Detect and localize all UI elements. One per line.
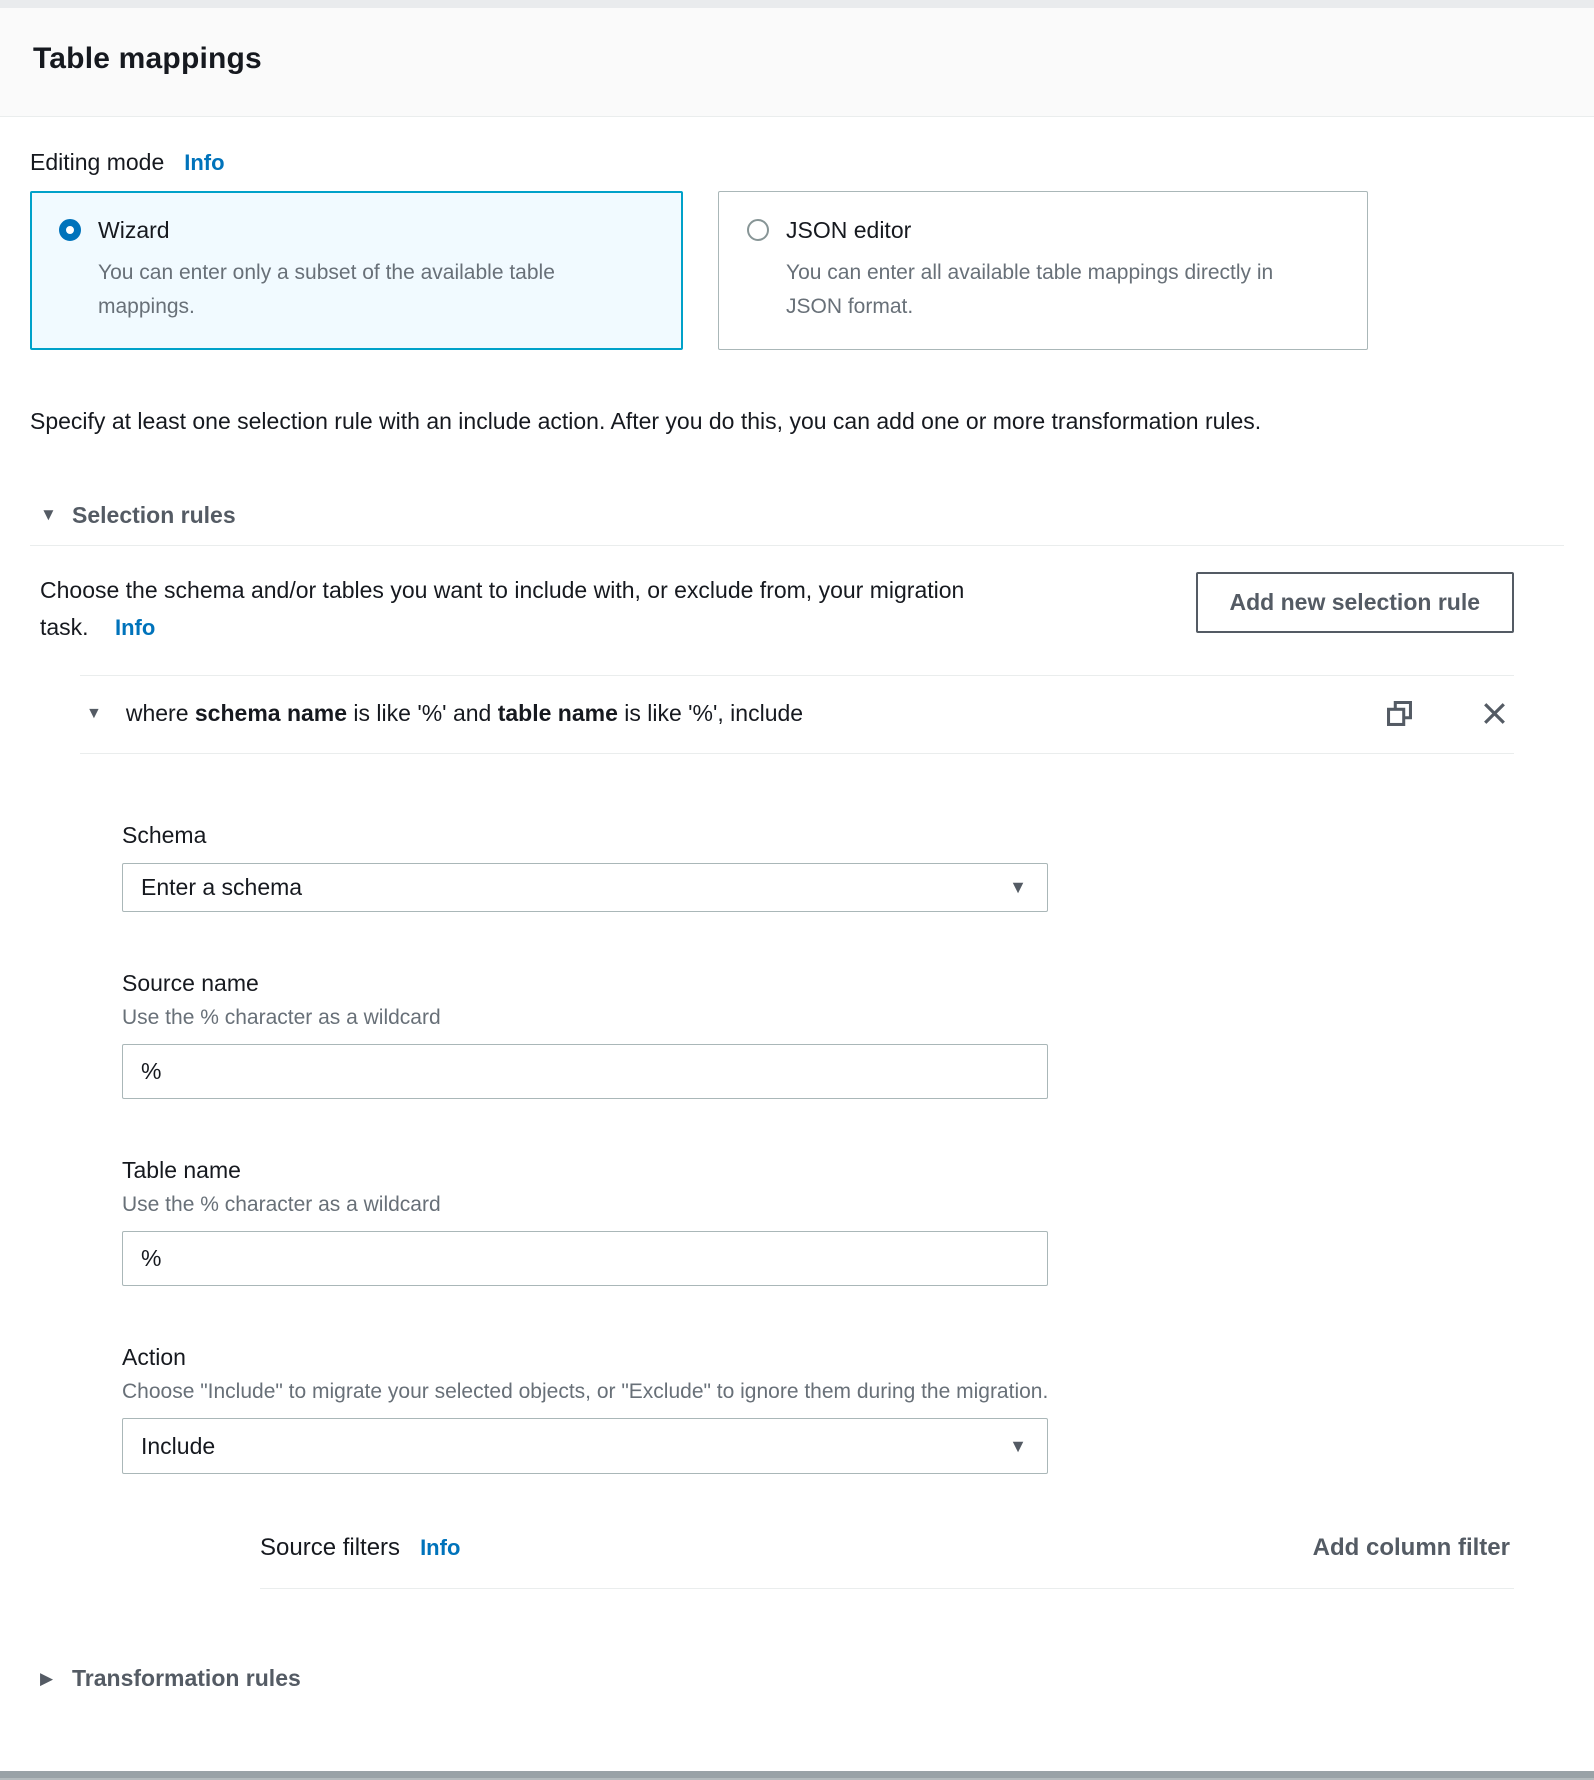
selection-rule-form	[80, 822, 1048, 1474]
action-label: Action	[122, 1344, 186, 1371]
action-field-group	[122, 1344, 1048, 1474]
source-name-field-group	[122, 970, 1048, 1099]
duplicate-rule-icon[interactable]	[1386, 700, 1413, 727]
selection-rule-actions	[1386, 700, 1508, 727]
editing-mode-row	[30, 149, 1564, 176]
close-icon[interactable]	[1481, 700, 1508, 727]
selection-rules-divider	[30, 545, 1564, 546]
wizard-option-description: You can enter only a subset of the available table mappings.	[98, 261, 555, 319]
selection-rules-description-row	[30, 572, 1564, 646]
schema-select[interactable]	[122, 863, 1048, 912]
source-filters-label: Source filters	[260, 1534, 401, 1562]
selection-rules-description	[30, 572, 975, 646]
source-name-constraint: Use the % character as a wildcard	[122, 1006, 441, 1030]
source-filters-divider	[260, 1588, 1514, 1589]
selection-rules-info-link[interactable]: Info	[114, 614, 156, 640]
wizard-option-card[interactable]	[30, 191, 683, 350]
table-mappings-content	[0, 149, 1594, 1692]
json-editor-radio-button[interactable]	[747, 219, 769, 241]
json-editor-text	[786, 217, 1306, 324]
selection-rules-title: Selection rules	[72, 501, 236, 528]
add-column-filter-button[interactable]: Add column filter	[1313, 1534, 1514, 1562]
table-name-constraint: Use the % character as a wildcard	[122, 1193, 441, 1217]
table-name-field-group	[122, 1157, 1048, 1286]
table-name-label: Table name	[122, 1157, 241, 1184]
rule-table-field: table name	[497, 700, 618, 727]
selection-rules-description-text: Choose the schema and/or tables you want to include with, or exclude from, your migration task.	[40, 576, 965, 640]
transformation-rules-title: Transformation rules	[72, 1665, 301, 1692]
schema-label: Schema	[122, 822, 207, 849]
source-name-input[interactable]	[122, 1044, 1048, 1099]
source-filters-info-link[interactable]: Info	[420, 1535, 461, 1561]
schema-select-value: Enter a schema	[141, 874, 303, 901]
chevron-down-icon: ▼	[1009, 877, 1027, 898]
top-strip	[0, 0, 1594, 8]
json-editor-option-card[interactable]	[718, 191, 1368, 350]
wizard-option-label: Wizard	[98, 217, 170, 243]
json-editor-radio-row	[747, 217, 1339, 324]
table-mappings-header	[0, 8, 1594, 117]
caret-down-icon[interactable]: ▼	[86, 704, 102, 722]
wizard-text	[98, 217, 583, 324]
action-select[interactable]	[122, 1418, 1048, 1474]
transformation-rules-section-toggle[interactable]	[30, 1665, 1564, 1692]
caret-down-icon: ▼	[40, 505, 57, 525]
bottom-scroll-bar	[0, 1771, 1594, 1780]
source-name-label: Source name	[122, 970, 259, 997]
selection-rule-header[interactable]	[80, 675, 1514, 754]
json-editor-option-label: JSON editor	[786, 217, 912, 243]
schema-field-group	[122, 822, 1048, 912]
wizard-radio-button[interactable]	[59, 219, 81, 241]
chevron-down-icon: ▼	[1009, 1436, 1027, 1457]
rule-schema-condition: is like '%' and	[353, 700, 492, 727]
caret-right-icon: ▶	[40, 1668, 54, 1688]
selection-rules-intro-text: Specify at least one selection rule with an include action. After you do this, you can add one or more transformation rules.	[30, 408, 1262, 435]
json-editor-option-description: You can enter all available table mappings directly in JSON format.	[786, 261, 1274, 319]
editing-mode-label: Editing mode	[30, 149, 165, 175]
table-name-input[interactable]	[122, 1231, 1048, 1286]
rule-schema-field: schema name	[194, 700, 348, 727]
action-select-value: Include	[141, 1432, 216, 1459]
editing-mode-info-link[interactable]: Info	[184, 150, 225, 175]
page-title: Table mappings	[33, 42, 262, 75]
rule-where-text: where	[125, 700, 189, 727]
selection-rule-summary	[126, 700, 803, 727]
wizard-radio-row	[59, 217, 654, 324]
selection-rule-block	[80, 675, 1514, 1589]
editing-mode-options	[30, 191, 1564, 350]
source-filters-row	[80, 1534, 1514, 1562]
action-constraint: Choose "Include" to migrate your selected objects, or "Exclude" to ignore them during the migration.	[122, 1380, 1049, 1404]
selection-rules-section-toggle[interactable]	[30, 502, 1564, 529]
add-new-selection-rule-button[interactable]: Add new selection rule	[1196, 572, 1515, 633]
rule-table-condition: is like '%', include	[624, 700, 804, 727]
